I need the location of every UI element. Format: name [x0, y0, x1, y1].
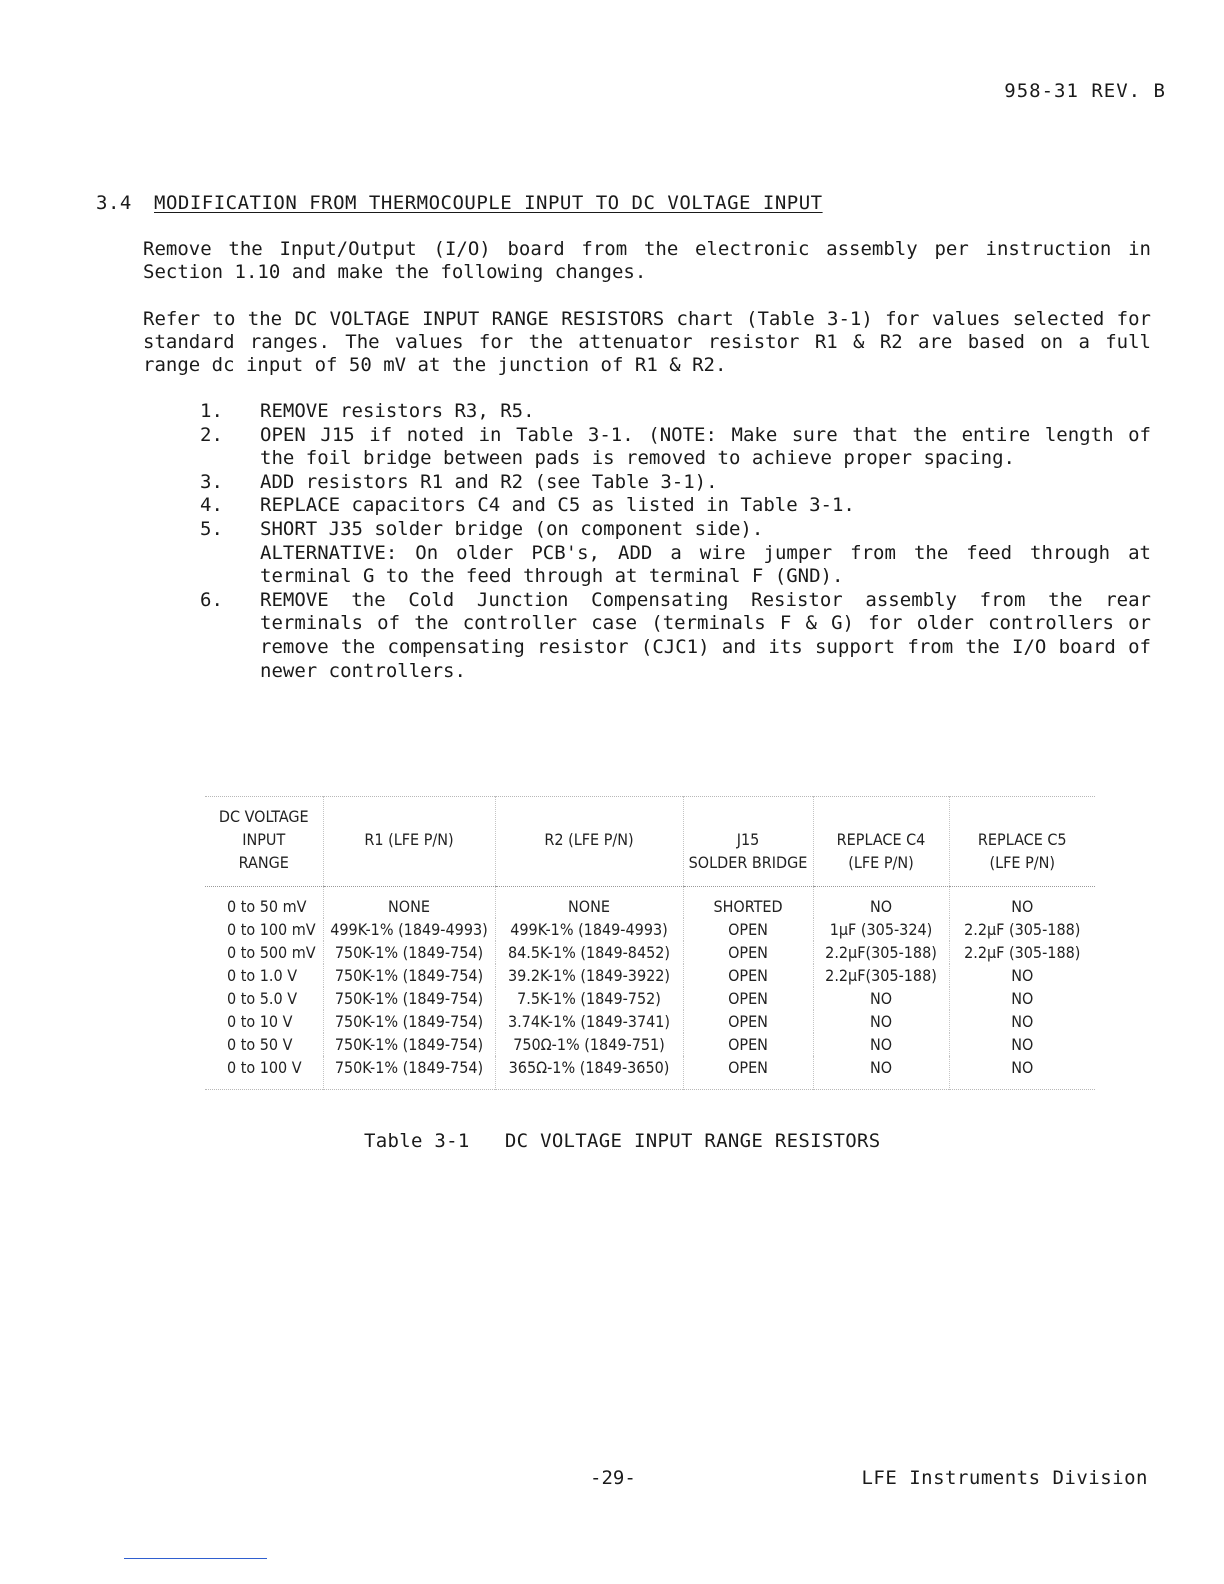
step-item — [200, 518, 1151, 589]
header-c5-line: (LFE P/N) — [989, 853, 1055, 872]
step-number: 1. — [200, 400, 223, 422]
cell-range: 0 to 10 V — [227, 1012, 293, 1031]
step-item — [200, 471, 1151, 495]
intro-paragraph: Remove the Input/Output (I/O) board from the electronic assembly per instruction in Section 1.10 and make the following changes. — [143, 238, 1151, 283]
step-text: REMOVE resistors R3, R5. — [260, 400, 535, 422]
step-text: SHORT J35 solder bridge (on component side). — [260, 517, 764, 540]
cell-j15: OPEN — [683, 964, 813, 987]
header-j15 — [683, 797, 813, 887]
step-number: 5. — [200, 517, 223, 540]
cell-range: 0 to 50 mV — [227, 897, 307, 916]
cell-r1: 750K-1% (1849-754) — [323, 987, 495, 1010]
step-number: 4. — [200, 494, 223, 517]
header-c5 — [949, 797, 1095, 887]
cell-c5: NO — [949, 1056, 1095, 1090]
cell-c4: NO — [813, 1056, 949, 1090]
cell-j15: OPEN — [683, 987, 813, 1010]
cell-j15: OPEN — [683, 1010, 813, 1033]
cell-c5: NO — [949, 1033, 1095, 1056]
cell-c5: NO — [949, 1010, 1095, 1033]
cell-r2: 365Ω-1% (1849-3650) — [495, 1056, 683, 1090]
cell-r2: NONE — [495, 887, 683, 919]
cell-r2: 84.5K-1% (1849-8452) — [495, 941, 683, 964]
page-number: -29- — [590, 1467, 636, 1489]
cell-c5: 2.2µF (305-188) — [949, 941, 1095, 964]
cell-j15: OPEN — [683, 941, 813, 964]
cell-r2: 3.74K-1% (1849-3741) — [495, 1010, 683, 1033]
step-number: 6. — [200, 588, 223, 611]
header-r1: R1 (LFE P/N) — [323, 797, 495, 887]
table-row — [205, 1056, 1095, 1090]
cell-c4: NO — [813, 1033, 949, 1056]
cell-j15: SHORTED — [683, 887, 813, 919]
cell-j15: OPEN — [683, 918, 813, 941]
cell-r1: 750K-1% (1849-754) — [323, 964, 495, 987]
step-number: 2. — [200, 423, 223, 446]
cell-range: 0 to 100 V — [227, 1058, 302, 1077]
header-j15-line: J15 — [736, 830, 760, 849]
table-row — [205, 964, 1095, 987]
table-row — [205, 1010, 1095, 1033]
footer-company: LFE Instruments Division — [861, 1467, 1148, 1489]
cell-c5: NO — [949, 987, 1095, 1010]
header-j15-line: SOLDER BRIDGE — [688, 853, 808, 872]
bottom-divider — [124, 1558, 267, 1559]
header-range-line: INPUT — [242, 830, 286, 849]
header-r2: R2 (LFE P/N) — [495, 797, 683, 887]
step-number: 3. — [200, 470, 223, 493]
step-item — [200, 424, 1151, 471]
section-heading — [96, 192, 823, 214]
cell-r1: 750K-1% (1849-754) — [323, 941, 495, 964]
step-text: OPEN J15 if noted in Table 3-1. (NOTE: Make sure that the entire length of the foil bridge between pads is removed to achieve proper spacing. — [260, 423, 1151, 470]
cell-range: 0 to 500 mV — [227, 943, 316, 962]
step-item — [200, 589, 1151, 683]
step-text: REMOVE the Cold Junction Compensating Resistor assembly from the rear terminals of the controller case (terminals F & G) for older controllers or remove the compensating resistor (CJC1) and its support from the I/O board of newer controllers. — [260, 588, 1151, 682]
step-item — [200, 494, 1151, 518]
cell-r1: 750K-1% (1849-754) — [323, 1010, 495, 1033]
header-c4-line: REPLACE C4 — [836, 830, 926, 849]
cell-range: 0 to 100 mV — [227, 920, 316, 939]
table-row — [205, 887, 1095, 919]
document-number: 958-31 REV. B — [1004, 80, 1166, 102]
cell-c5: NO — [949, 887, 1095, 919]
cell-c4: NO — [813, 1010, 949, 1033]
step-item — [200, 400, 1151, 424]
table-caption: Table 3-1 DC VOLTAGE INPUT RANGE RESISTORS — [364, 1130, 881, 1152]
header-c4 — [813, 797, 949, 887]
cell-r2: 7.5K-1% (1849-752) — [495, 987, 683, 1010]
table-row — [205, 941, 1095, 964]
cell-c4: 2.2µF(305-188) — [813, 964, 949, 987]
cell-c5: 2.2µF (305-188) — [949, 918, 1095, 941]
cell-c4: 1µF (305-324) — [813, 918, 949, 941]
header-c4-line: (LFE P/N) — [848, 853, 914, 872]
cell-c4: NO — [813, 887, 949, 919]
step-text: REPLACE capacitors C4 and C5 as listed in Table 3-1. — [260, 494, 855, 517]
table-row — [205, 987, 1095, 1010]
step-text: ADD resistors R1 and R2 (see Table 3-1). — [260, 470, 718, 493]
reference-paragraph: Refer to the DC VOLTAGE INPUT RANGE RESISTORS chart (Table 3-1) for values selected for standard ranges. The values for the attenuator resistor R1 & R2 are based on a full range dc input of 50 mV at the junction of R1 & R2. — [143, 308, 1151, 376]
cell-j15: OPEN — [683, 1056, 813, 1090]
step-alternative: ALTERNATIVE: On older PCB's, ADD a wire jumper from the feed through at terminal G to the feed through at terminal F (GND). — [260, 541, 1151, 588]
cell-j15: OPEN — [683, 1033, 813, 1056]
cell-range: 0 to 1.0 V — [227, 966, 298, 985]
cell-r2: 499K-1% (1849-4993) — [495, 918, 683, 941]
cell-c4: NO — [813, 987, 949, 1010]
section-number: 3.4 — [96, 192, 132, 214]
table-row — [205, 918, 1095, 941]
table-header-row — [205, 797, 1095, 887]
header-range — [205, 797, 323, 887]
cell-range: 0 to 5.0 V — [227, 989, 298, 1008]
resistor-table — [205, 796, 1095, 1090]
cell-r1: 750K-1% (1849-754) — [323, 1056, 495, 1090]
cell-r2: 39.2K-1% (1849-3922) — [495, 964, 683, 987]
resistor-table-container — [205, 796, 1095, 1090]
section-title: MODIFICATION FROM THERMOCOUPLE INPUT TO DC VOLTAGE INPUT — [154, 192, 823, 214]
cell-r1: 499K-1% (1849-4993) — [323, 918, 495, 941]
cell-c5: NO — [949, 964, 1095, 987]
procedure-steps — [200, 400, 1151, 683]
table-row — [205, 1033, 1095, 1056]
header-range-line: RANGE — [238, 853, 289, 872]
cell-c4: 2.2µF(305-188) — [813, 941, 949, 964]
header-range-line: DC VOLTAGE — [218, 807, 309, 826]
cell-r1: NONE — [323, 887, 495, 919]
cell-r1: 750K-1% (1849-754) — [323, 1033, 495, 1056]
cell-r2: 750Ω-1% (1849-751) — [495, 1033, 683, 1056]
cell-range: 0 to 50 V — [227, 1035, 293, 1054]
header-c5-line: REPLACE C5 — [977, 830, 1067, 849]
